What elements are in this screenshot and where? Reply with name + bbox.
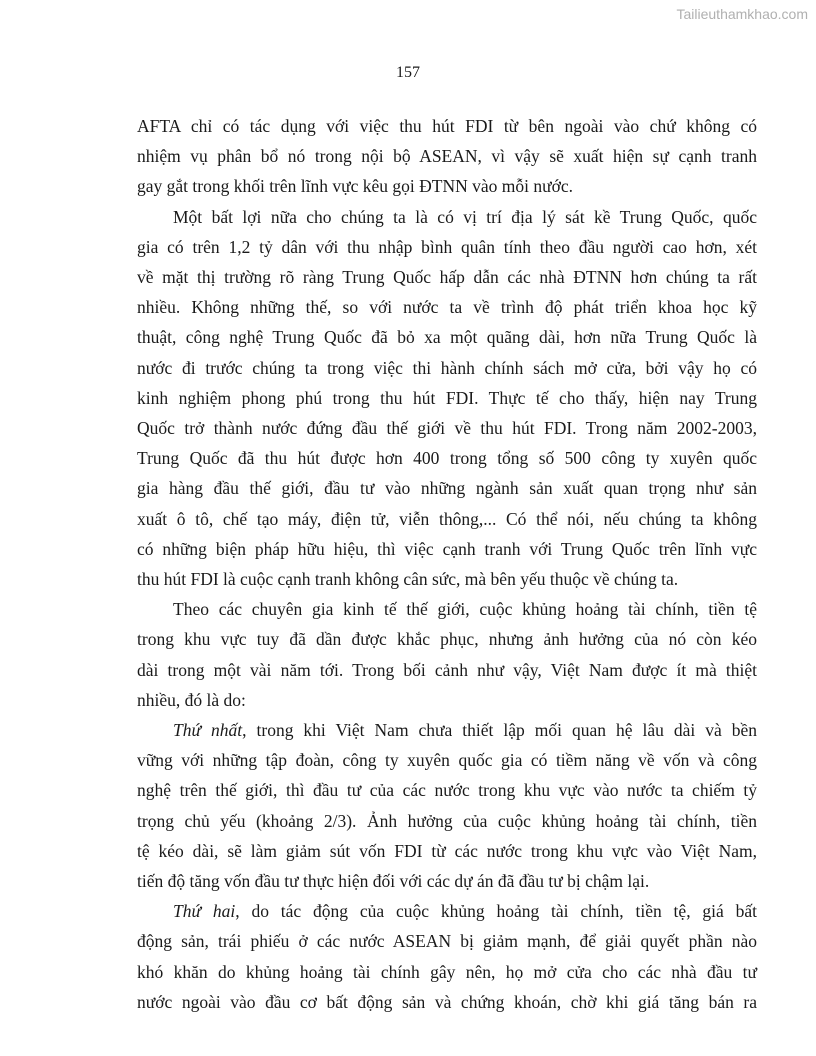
paragraph bbox=[137, 594, 757, 715]
italic-lead: Thứ nhất bbox=[173, 720, 243, 741]
text-line: dài trong một vài năm tới. Trong bối cảnh như vậy, Việt Nam được ít mà thiệt bbox=[137, 659, 757, 680]
text-line: động sản, trái phiếu ở các nước ASEAN bị giảm mạnh, để giải quyết phần nào bbox=[137, 931, 757, 952]
paragraph bbox=[137, 202, 757, 595]
text-line: kinh nghiệm phong phú trong thu hút FDI. Thực tế cho thấy, hiện nay Trung bbox=[137, 387, 757, 408]
text-line bbox=[137, 715, 757, 745]
paragraph bbox=[137, 715, 757, 896]
text-line: gay gắt trong khối trên lĩnh vực kêu gọi ĐTNN vào mỗi nước. bbox=[137, 176, 573, 197]
text-run: , do tác động của cuộc khủng hoảng tài chính, tiền tệ, giá bất bbox=[235, 901, 758, 922]
text-line: Theo các chuyên gia kinh tế thế giới, cuộc khủng hoảng tài chính, tiền tệ bbox=[173, 599, 757, 620]
text-line: xuất ô tô, chế tạo máy, điện tử, viễn thông,... Có thể nói, nếu chúng ta không bbox=[137, 508, 757, 529]
text-line: nước ngoài vào đầu cơ bất động sản và chứng khoán, chờ khi giá tăng bán ra bbox=[137, 991, 757, 1012]
text-line: gia hàng đầu thế giới, đầu tư vào những ngành sản xuất quan trọng như sản bbox=[137, 478, 757, 499]
page-number: 157 bbox=[396, 64, 420, 81]
text-line: tệ kéo dài, sẽ làm giảm sút vốn FDI từ các nước trong khu vực vào Việt Nam, bbox=[137, 840, 757, 861]
watermark: Tailieuthamkhao.com bbox=[676, 6, 808, 22]
paragraph bbox=[137, 896, 757, 1017]
text-line: thu hút FDI là cuộc cạnh tranh không cân sức, mà bên yếu thuộc về chúng ta. bbox=[137, 569, 679, 590]
text-line: nhiều. Không những thế, so với nước ta về trình độ phát triển khoa học kỹ bbox=[137, 297, 757, 318]
text-line: nước đi trước chúng ta trong việc thi hành chính sách mở cửa, bởi vậy họ có bbox=[137, 357, 757, 378]
text-run: , trong khi Việt Nam chưa thiết lập mối quan hệ lâu dài và bền bbox=[242, 720, 758, 741]
body-text bbox=[137, 111, 757, 1017]
text-line: về mặt thị trường rõ ràng Trung Quốc hấp dẫn các nhà ĐTNN hơn chúng ta rất bbox=[137, 267, 757, 288]
text-line: trong khu vực tuy đã dần được khắc phục, nhưng ảnh hưởng của nó còn kéo bbox=[137, 629, 757, 650]
text-line: Một bất lợi nữa cho chúng ta là có vị trí địa lý sát kề Trung Quốc, quốc bbox=[173, 206, 757, 227]
text-line: nhiệm vụ phân bổ nó trong nội bộ ASEAN, vì vậy sẽ xuất hiện sự cạnh tranh bbox=[137, 146, 757, 167]
text-line: tiến độ tăng vốn đầu tư thực hiện đối với các dự án đã đầu tư bị chậm lại. bbox=[137, 871, 650, 892]
italic-lead: Thứ hai bbox=[173, 901, 236, 922]
text-line: gia có trên 1,2 tỷ dân với thu nhập bình quân tính theo đầu người cao hơn, xét bbox=[137, 236, 757, 257]
text-line: AFTA chỉ có tác dụng với việc thu hút FDI từ bên ngoài vào chứ không có bbox=[137, 116, 757, 136]
text-line: trọng chủ yếu (khoảng 2/3). Ảnh hưởng của cuộc khủng hoảng tài chính, tiền bbox=[137, 810, 757, 831]
text-line: Trung Quốc đã thu hút được hơn 400 trong tổng số 500 công ty xuyên quốc bbox=[137, 448, 757, 469]
text-line: vững với những tập đoàn, công ty xuyên quốc gia có tiềm năng về vốn và công bbox=[137, 750, 757, 771]
text-line: nghệ trên thế giới, thì đầu tư của các nước trong khu vực vào nước ta chiếm tỷ bbox=[137, 780, 757, 801]
text-line: có những biện pháp hữu hiệu, thì việc cạnh tranh với Trung Quốc trên lĩnh vực bbox=[137, 538, 757, 559]
text-line: khó khăn do khủng hoảng tài chính gây nên, họ mở cửa cho các nhà đầu tư bbox=[137, 961, 757, 982]
text-line: nhiều, đó là do: bbox=[137, 689, 246, 710]
paragraph bbox=[137, 111, 757, 202]
text-line: Quốc trở thành nước đứng đầu thế giới về thu hút FDI. Trong năm 2002-2003, bbox=[137, 418, 757, 439]
text-line bbox=[137, 896, 757, 926]
text-line: thuật, công nghệ Trung Quốc đã bỏ xa một quãng dài, hơn nữa Trung Quốc là bbox=[137, 327, 757, 348]
